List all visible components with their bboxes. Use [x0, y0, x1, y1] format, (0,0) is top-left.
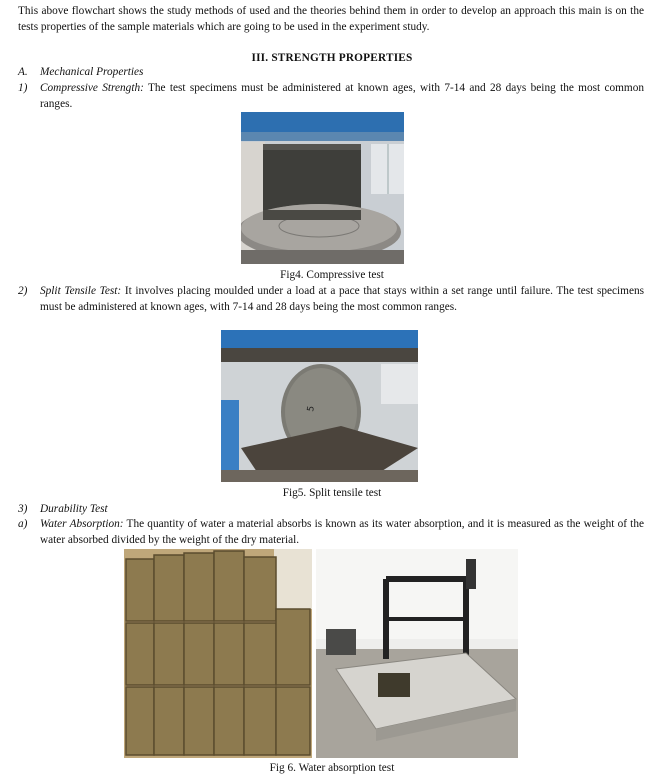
- item3-marker: 3): [18, 503, 28, 515]
- item1-text: The test specimens must be administered at known ages, with 7-14 and 28 days being the most common ranges.: [40, 82, 645, 110]
- item2-title: Split Tensile Test:: [40, 285, 122, 297]
- item2-text: It involves placing moulded under a load at a pace that stays within a set range until failure. The test specimens must be administered at known ages, with 7-14 and 28 days being the most common ranges.: [40, 285, 644, 313]
- compressive-test-photo: [241, 112, 404, 264]
- itema-text: The quantity of water a material absorbs is known as its water absorption, and it is measured as the weight of the water absorbed divided by the weight of the dry material.: [40, 518, 644, 546]
- svg-text:5: 5: [306, 405, 317, 413]
- item2-marker: 2): [18, 285, 28, 297]
- item-compressive-strength: [18, 81, 644, 112]
- item3-title: Durability Test: [40, 503, 108, 515]
- section-heading: III. STRENGTH PROPERTIES: [251, 52, 413, 64]
- intro-paragraph: This above flowchart shows the study methods of used and the theories behind them in order to develop an approach this main is on the tests properties of the sample materials which are going to be used in the experiment study.: [18, 5, 644, 33]
- item-water-absorption: [18, 517, 644, 548]
- fig5-caption: Fig5. Split tensile test: [282, 487, 382, 499]
- fig6-caption: Fig 6. Water absorption test: [269, 762, 395, 774]
- item1-title: Compressive Strength:: [40, 82, 144, 94]
- split-tensile-test-photo: [221, 330, 418, 482]
- item-durability-test: [18, 502, 108, 518]
- fig4-caption: Fig4. Compressive test: [280, 269, 384, 281]
- item-split-tensile-test: [18, 284, 644, 315]
- subsection-a-heading: [18, 65, 143, 81]
- itema-marker: a): [18, 518, 28, 530]
- itema-title: Water Absorption:: [40, 518, 124, 530]
- stacked-blocks-photo: [124, 549, 312, 758]
- weighing-scale-photo: [316, 549, 518, 758]
- subsection-a-title: Mechanical Properties: [40, 66, 144, 78]
- subsection-a-marker: A.: [18, 66, 28, 78]
- item1-marker: 1): [18, 82, 28, 94]
